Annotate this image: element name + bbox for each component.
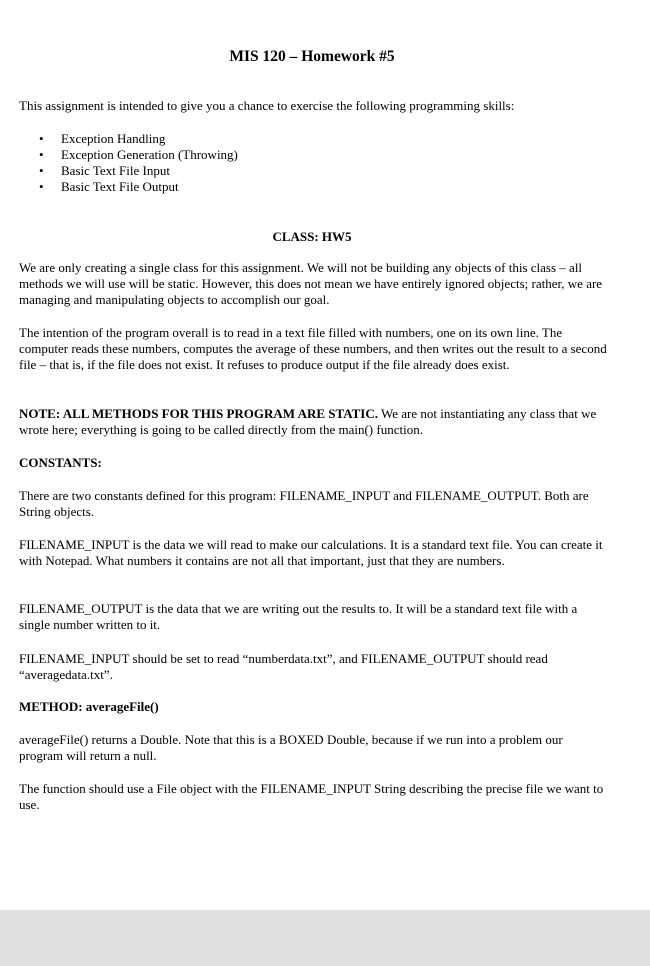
viewer-background <box>0 910 650 966</box>
document-title: MIS 120 – Homework #5 <box>229 48 395 65</box>
list-item <box>19 179 619 195</box>
paragraph-objects: We are only creating a single class for this assignment. We will not be building any objects of this class – all methods we will use will be static. However, this does not mean we have entirely ignored objects; rather, we are managing and manipulating objects to accomplish our goal. <box>19 260 603 307</box>
note-text: We are not instantiating any class that we wrote here; everything is going to be called directly from the main() function. <box>19 406 597 437</box>
skill-label: Exception Handling <box>61 131 166 146</box>
note-bold-text: NOTE: ALL METHODS FOR THIS PROGRAM ARE STATIC. <box>19 406 379 421</box>
list-item <box>19 131 619 147</box>
skill-label: Basic Text File Output <box>61 179 179 194</box>
paragraph-constants: There are two constants defined for this program: FILENAME_INPUT and FILENAME_OUTPUT. Both are String objects. <box>19 488 589 519</box>
bullet-icon: • <box>39 131 44 146</box>
skills-list <box>19 131 619 195</box>
paragraph-program-intent: The intention of the program overall is to read in a text file filled with numbers, one on its own line. The computer reads these numbers, computes the average of these numbers, and then writes out the result to a second file – that is, if the file does not exist. It refuses to produce output if the file already does exist. <box>19 325 607 372</box>
bullet-icon: • <box>39 179 44 194</box>
list-item <box>19 147 619 163</box>
bullet-icon: • <box>39 163 44 178</box>
paragraph-filename-output: FILENAME_OUTPUT is the data that we are writing out the results to. It will be a standard text file with a single number written to it. <box>19 601 578 632</box>
paragraph-filename-input: FILENAME_INPUT is the data we will read to make our calculations. It is a standard text file. You can create it with Notepad. What numbers it contains are not all that important, just that they are numbers. <box>19 537 603 568</box>
class-heading: CLASS: HW5 <box>272 229 352 244</box>
paragraph-file-object: The function should use a File object with the FILENAME_INPUT String describing the precise file we want to use. <box>19 781 604 812</box>
list-item <box>19 163 619 179</box>
constants-heading: CONSTANTS: <box>19 455 102 470</box>
paragraph-average-file: averageFile() returns a Double. Note that this is a BOXED Double, because if we run into a problem our program will return a null. <box>19 732 563 763</box>
skill-label: Exception Generation (Throwing) <box>61 147 238 162</box>
bullet-icon: • <box>39 147 44 162</box>
skill-label: Basic Text File Input <box>61 163 170 178</box>
note-paragraph <box>19 406 609 438</box>
intro-paragraph: This assignment is intended to give you a chance to exercise the following programming skills: <box>19 98 515 113</box>
paragraph-filenames: FILENAME_INPUT should be set to read “numberdata.txt”, and FILENAME_OUTPUT should read “averagedata.txt”. <box>19 651 548 682</box>
method-heading: METHOD: averageFile() <box>19 699 159 714</box>
